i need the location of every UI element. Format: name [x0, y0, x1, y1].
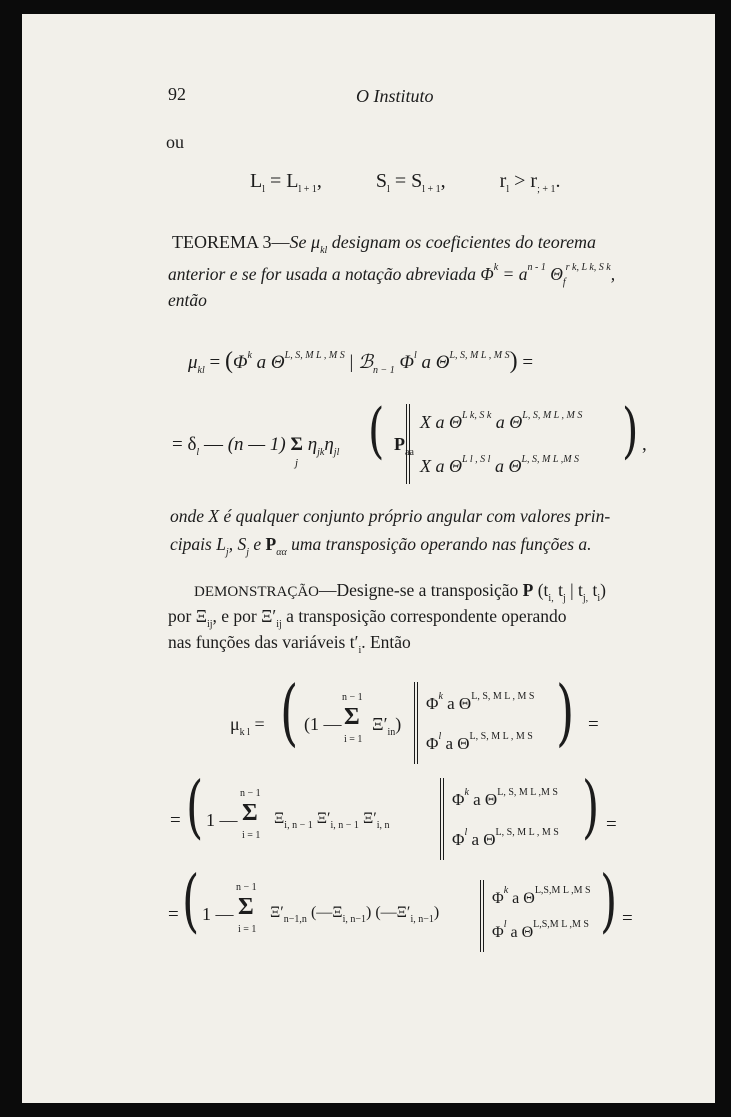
demo-text-1: Designe-se a transposição	[336, 580, 519, 600]
eq4-close-paren: )	[556, 670, 575, 754]
demo-then: . Então	[361, 632, 411, 652]
eq4-lhs	[230, 714, 265, 738]
eq3-delta-sub: l	[196, 447, 200, 458]
eq5-x2-sub: i, n − 1	[330, 820, 359, 831]
eq2-eq: =	[209, 352, 221, 373]
eq3-row1-sup2: L, S, M L , M S	[522, 410, 583, 421]
eq2-sup: L, S, M L , M S	[284, 350, 345, 361]
eq6-terms	[270, 904, 440, 925]
eq3-row1-X: X a	[420, 412, 445, 432]
para1-L: L	[216, 534, 226, 554]
eq5-x1-sub: i, n − 1	[284, 820, 313, 831]
eq2-phi: Φ	[232, 352, 248, 373]
eq3-eta-sub2: jl	[333, 447, 340, 458]
eq2-lhs-sub: kl	[197, 365, 205, 376]
eq6-one: 1 —	[202, 904, 234, 924]
mu-sub: kl	[320, 245, 328, 256]
eq4-row1-k: k	[438, 691, 443, 702]
eq4-end: =	[588, 714, 599, 735]
para1-line-1: onde X é qualquer conjunto próprio angular com valores prin-	[170, 506, 611, 526]
s-sub-next: l + 1	[422, 184, 441, 195]
eq4-mu-sub: k l	[239, 727, 250, 738]
eq3-big-close-paren: )	[622, 396, 639, 466]
eq6-row2-l: l	[503, 919, 507, 930]
para1-P: P	[265, 534, 277, 554]
eq2-close: )	[509, 348, 518, 374]
theta-sub: f	[562, 277, 566, 288]
eq2-l: l	[413, 350, 417, 361]
eq-a: = a	[502, 264, 528, 284]
demo-j: j	[562, 593, 566, 604]
eq3-row-2	[420, 456, 579, 477]
eq4-row2-sup: L, S, M L , M S	[469, 731, 533, 742]
eq-sign-2: =	[394, 170, 407, 192]
eq3-delta: δ	[187, 434, 197, 455]
demo-args: (t	[537, 580, 549, 600]
demo-line-2	[168, 606, 567, 630]
eq3-norm-bars	[406, 404, 410, 484]
theorem-line-1	[172, 232, 597, 256]
eq6-norm-bars	[480, 880, 484, 952]
eq6-x3-close: )	[433, 904, 440, 921]
eq2-phi-l: Φ	[399, 352, 414, 373]
eq3-row2-sup2: L, S, M L ,M S	[521, 454, 580, 465]
eq2-eq-end: =	[522, 352, 534, 373]
eq4-row1-phi: Φ	[426, 694, 439, 713]
eq4-one: (1 —	[304, 714, 342, 734]
demo-close: )	[600, 580, 606, 600]
page	[22, 14, 715, 1103]
eq5-row2-a: a Θ	[471, 830, 496, 849]
s-sub: l	[387, 184, 390, 195]
eq3-sum: Σ	[290, 434, 303, 455]
eq6-close-paren: )	[600, 862, 618, 941]
eq4-close-inner: )	[395, 714, 402, 734]
s-term: S	[375, 170, 388, 192]
eq5-row2-l: l	[464, 827, 468, 838]
k-sup: k	[493, 262, 499, 273]
para1-cipais: cipais	[170, 534, 212, 554]
eq4-sum: Σ	[344, 704, 360, 730]
eq3-sum-sub: j	[295, 457, 299, 469]
demo-P: P	[522, 580, 534, 600]
r-sub: l	[506, 184, 510, 195]
eq6-row1-sup: L,S,M L ,M S	[534, 885, 591, 896]
eq5-row1-k: k	[464, 787, 469, 798]
eq3-eta2: η	[324, 434, 334, 455]
demo-line-1	[194, 580, 606, 604]
eq5-eq: =	[170, 810, 181, 831]
n1-sup: n - 1	[527, 262, 546, 273]
eq5-x2: Ξ′	[316, 810, 331, 827]
mu-symbol: μ	[311, 232, 321, 252]
demo-t3: t	[588, 580, 598, 600]
eq4-sum-bot: i = 1	[344, 734, 363, 745]
eq6-sum-top: n − 1	[236, 882, 257, 893]
eq2-k: k	[247, 350, 252, 361]
eq3-eta-sub1: jk	[317, 447, 325, 458]
theorem-comma: ,	[610, 264, 616, 284]
eq3-row1-sup: L k, S k	[462, 410, 492, 421]
eq4-row2-l: l	[438, 731, 442, 742]
eq3-end: ,	[642, 434, 647, 455]
eq5-x3-sub: i, n	[376, 820, 390, 831]
eq5-row1-sup: L, S, M L ,M S	[497, 787, 558, 798]
theorem-text-a: Se	[289, 232, 307, 252]
demo-i2: i	[597, 593, 601, 604]
eq6-row1-phi: Φ	[492, 890, 504, 907]
eq4-open-paren: (	[280, 670, 299, 754]
eq2-a: a	[256, 352, 267, 373]
eq5-open-paren: (	[186, 768, 204, 847]
eq3-row2-theta2: Θ	[508, 456, 522, 476]
r-term: r	[499, 170, 507, 192]
page-number: 92	[168, 84, 186, 104]
eq2-a2: a	[421, 352, 431, 373]
running-title: O Instituto	[356, 86, 434, 106]
l-term: L	[250, 170, 263, 192]
eq4-row1-a: a Θ	[447, 694, 472, 713]
theorem-line-3: então	[168, 290, 207, 310]
demo-por: por	[168, 606, 192, 626]
eq3-eta: η	[307, 434, 318, 455]
eq6-end: =	[622, 908, 633, 929]
eq3-row2-a: a	[494, 456, 504, 476]
eq5-row1-a: a Θ	[473, 790, 498, 809]
eq6-x2: (—Ξ	[310, 904, 343, 921]
para1-line-2	[170, 534, 592, 558]
equation-1: $L_l = L_{l + 1}$, $S_l = S_{l + 1}$, $r_l > r_{; + 1}$.	[250, 170, 561, 195]
demo-ij: ij	[206, 619, 213, 630]
eq4-row-1	[426, 691, 535, 714]
eq4-row-2	[426, 731, 533, 754]
para1-comma: ,	[228, 534, 234, 554]
eq6-x1-sub: n−1,n	[283, 914, 307, 925]
eq4-row2-phi: Φ	[426, 734, 439, 753]
eq3-row2-theta: Θ	[449, 456, 462, 476]
eq5-row1-phi: Φ	[452, 790, 465, 809]
eq5-end: =	[606, 814, 617, 835]
eq6-row2-a: a Θ	[510, 924, 534, 941]
theorem-dash: —	[271, 232, 290, 252]
demo-line-3	[168, 632, 411, 656]
eq6-x3: (—Ξ′	[375, 904, 411, 921]
eq3-row1-theta2: Θ	[509, 412, 523, 432]
l-term-2: L	[286, 170, 299, 192]
theorem-text-c: anterior e se for usada a notação abreviada	[168, 264, 477, 284]
para1-j2: j	[246, 547, 249, 558]
eq5-x1: Ξ	[274, 810, 285, 827]
eq3-P-sub: aa	[405, 447, 414, 458]
demo-text-2: a transposição correspondente operando	[286, 606, 567, 626]
eq2-bar: |	[349, 352, 354, 373]
r-sub-next: ; + 1	[537, 184, 556, 195]
eq3-P	[394, 434, 414, 458]
eq2-open: (	[224, 348, 233, 374]
eq4-row1-sup: L, S, M L , M S	[471, 691, 535, 702]
eq3-eq: =	[172, 434, 183, 455]
eq3-n1: (n — 1)	[227, 434, 286, 455]
eq5-sum-top: n − 1	[240, 788, 261, 799]
para1-e: e	[253, 534, 262, 554]
demo-dash: —	[319, 580, 337, 600]
theorem-text-b: designam os coeficientes do teorema	[331, 232, 597, 252]
phi-symbol: Φ	[480, 264, 494, 284]
eq5-x3: Ξ′	[362, 810, 377, 827]
eq6-sum-bot: i = 1	[238, 924, 257, 935]
demo-xi-p: Ξ′	[261, 606, 277, 626]
eq5-norm-bars	[440, 778, 444, 860]
intro-word: ou	[166, 132, 184, 152]
demo-text-3: nas funções das variáveis t′	[168, 632, 359, 652]
eq5-terms	[274, 810, 390, 831]
eq3-row-1	[420, 412, 582, 433]
demo-bar: | t	[565, 580, 583, 600]
eq5-sum: Σ	[242, 800, 258, 826]
theta-symbol: Θ	[550, 264, 563, 284]
eq6-row1-a: a Θ	[512, 890, 535, 907]
equation-2	[188, 348, 533, 375]
para1-rest: uma transposição operando nas funções a.	[291, 534, 592, 554]
demo-xi: Ξ	[195, 606, 207, 626]
eq3-big-open-paren: (	[368, 396, 385, 466]
eq4-mu: μ	[230, 714, 240, 734]
eq5-close-paren: )	[582, 768, 600, 847]
theorem-line-2	[168, 262, 616, 288]
eq4-xi-sub: in	[387, 727, 396, 738]
demo-line3-i: i	[358, 645, 362, 656]
eq6-x1: Ξ′	[270, 904, 284, 921]
eq2-calB-sub: n − 1	[373, 365, 395, 376]
eq4-row2-a: a Θ	[445, 734, 470, 753]
eq5-row-1	[452, 787, 558, 810]
eq3-minus: —	[203, 434, 223, 455]
eq2-calB: ℬ	[358, 352, 373, 373]
eq5-sum-bot: i = 1	[242, 830, 261, 841]
eq4-norm-bars	[414, 682, 418, 764]
eq6-row-2	[492, 919, 589, 942]
r-term-2: r	[530, 170, 538, 192]
theorem-label: TEOREMA 3	[172, 232, 272, 252]
eq6-sum: Σ	[238, 894, 254, 920]
demo-t2: t	[553, 580, 563, 600]
eq5-one: 1 —	[206, 810, 238, 830]
eq6-x2-close: )	[365, 904, 372, 921]
para1-j1: j	[225, 547, 229, 558]
eq6-row1-k: k	[503, 885, 509, 896]
eq5-row-2	[452, 827, 559, 850]
eq6-x3-sub: i, n−1	[410, 914, 434, 925]
eq3-row1-a: a	[495, 412, 505, 432]
l-sub-next: l + 1	[298, 184, 317, 195]
theta-sup: r k, L k, S k	[565, 262, 611, 273]
eq6-row2-sup: L,S,M L ,M S	[533, 919, 589, 930]
eq5-row2-sup: L, S, M L , M S	[495, 827, 559, 838]
eq4-xi-sym: Ξ′	[372, 714, 388, 734]
eq6-eq: =	[168, 904, 179, 925]
eq3-row2-X: X a	[420, 456, 445, 476]
eq4-xi	[372, 714, 402, 738]
para1-S: S	[237, 534, 247, 554]
eq6-row2-phi: Φ	[492, 924, 504, 941]
eq6-open-paren: (	[182, 862, 200, 941]
eq3-prefix	[172, 434, 339, 456]
eq6-row-1	[492, 885, 591, 908]
eq4-sum-top: n − 1	[342, 692, 363, 703]
eq4-eq: =	[254, 714, 265, 734]
demo-ij2: ij	[276, 619, 282, 630]
eq2-sup2: L, S, M L , M S	[449, 350, 510, 361]
eq2-theta2: Θ	[435, 352, 450, 373]
demo-i: i,	[548, 593, 554, 604]
eq3-row1-theta: Θ	[449, 412, 462, 432]
para1-P-sub: αα	[276, 547, 287, 558]
eq6-x2-sub: i, n−1	[342, 914, 366, 925]
demo-e-por: , e por	[212, 606, 257, 626]
eq3-P-letter: P	[394, 434, 405, 454]
eq2-lhs: μ	[188, 352, 198, 373]
eq3-row2-sup: L l , S l	[462, 454, 491, 465]
l-sub: l	[262, 184, 265, 195]
s-term-2: S	[411, 170, 423, 192]
eq-sign: =	[270, 170, 282, 192]
eq5-row2-phi: Φ	[452, 830, 465, 849]
demo-label: DEMONSTRAÇÃO	[194, 584, 320, 600]
eq2-theta: Θ	[270, 352, 285, 373]
gt-sign: >	[514, 170, 526, 192]
demo-j2: j,	[582, 593, 589, 604]
